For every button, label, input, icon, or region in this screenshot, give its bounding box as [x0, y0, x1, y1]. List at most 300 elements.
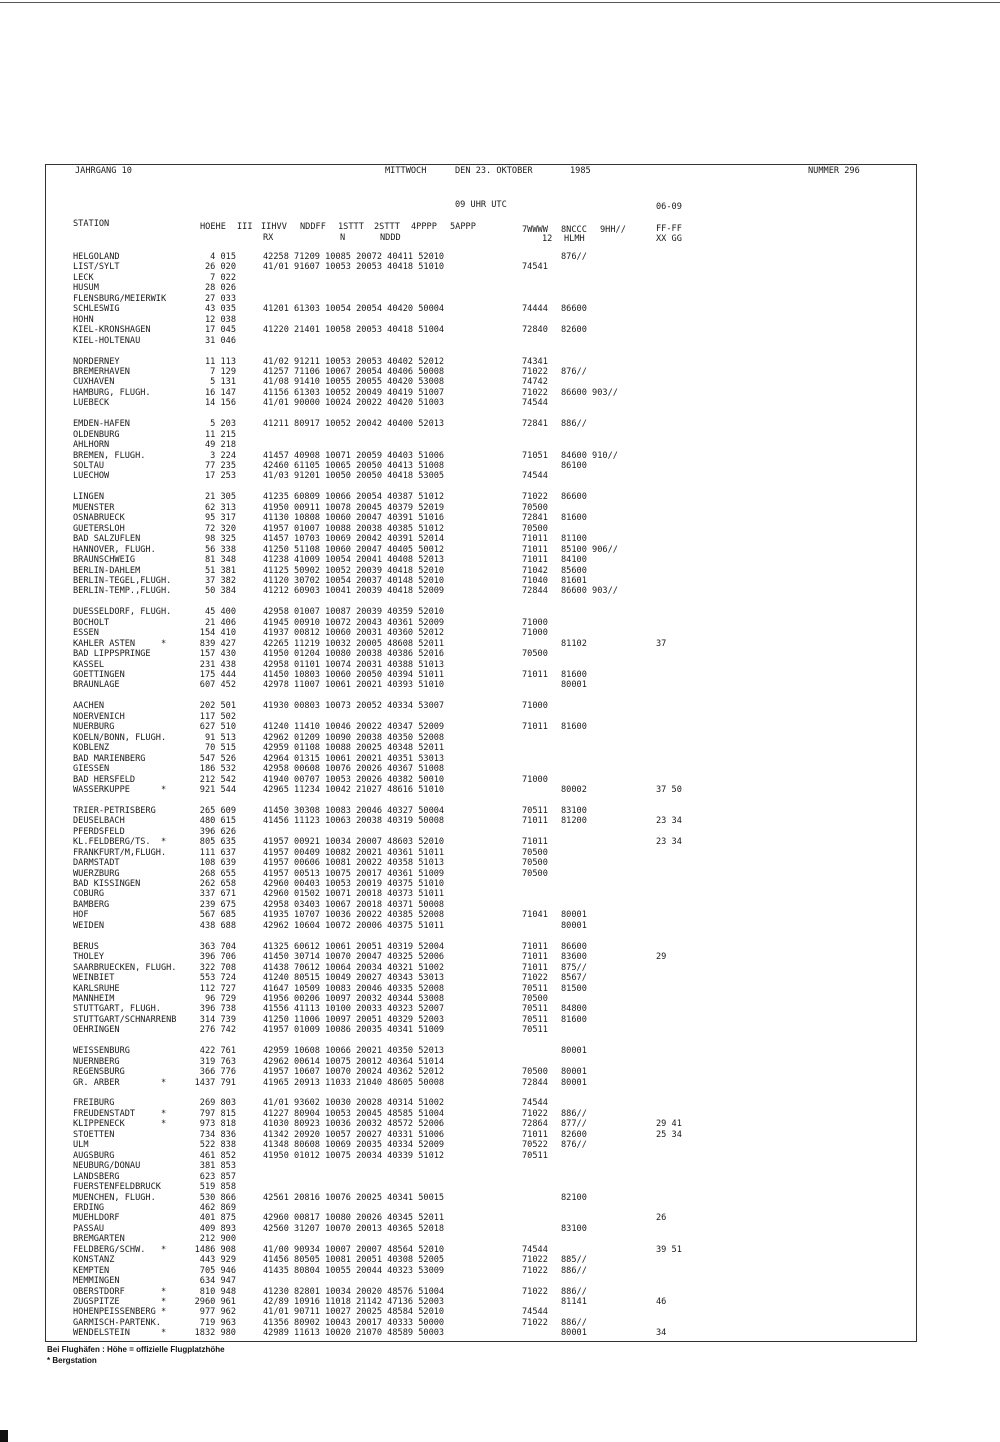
col-hoehe: HOEHE — [200, 222, 226, 232]
col-2sttt-sub: NDDD — [380, 233, 401, 243]
table-row — [0, 680, 1000, 690]
table-row — [0, 827, 1000, 837]
observation-groups: 41956 00206 10097 20032 40344 53008 — [263, 993, 445, 1004]
table-row — [0, 1046, 1000, 1056]
weather-group: 70511 — [522, 983, 548, 994]
table-row — [0, 1318, 1000, 1328]
row-spacer — [0, 931, 1000, 941]
weather-group: 74544 — [522, 1307, 548, 1318]
weather-group: 74742 — [522, 377, 548, 388]
top-rule — [0, 2, 1000, 3]
weather-group: 71022 — [522, 1317, 548, 1328]
station-name: STUTTGART, FLUGH. — [73, 1004, 161, 1015]
observation-groups: 41257 71106 10067 20054 40406 50008 — [263, 366, 445, 377]
station-name: GUETERSLOH — [73, 523, 125, 534]
station-height: 839 427 — [199, 638, 236, 649]
observation-groups: 41965 20913 11033 21040 48605 50008 — [263, 1077, 445, 1088]
cloud-group: 82600 — [561, 1129, 587, 1140]
station-height: 443 929 — [199, 1255, 236, 1266]
station-name: SAARBRUECKEN, FLUGH. — [73, 962, 177, 973]
station-height: 108 639 — [199, 858, 236, 869]
station-name: BRAUNLAGE — [73, 680, 120, 691]
col-iihvv: IIHVV — [261, 222, 287, 232]
station-name: ESSEN — [73, 628, 99, 639]
weather-group: 74541 — [522, 262, 548, 273]
table-row — [0, 1098, 1000, 1108]
station-height: 623 857 — [199, 1171, 236, 1182]
observation-groups: 41325 60612 10061 20051 40319 52004 — [263, 941, 445, 952]
station-height: 705 946 — [199, 1265, 236, 1276]
station-name: NOERVENICH — [73, 711, 125, 722]
station-name: GR. ARBER * — [73, 1077, 167, 1088]
observation-groups: 41457 10703 10069 20042 40391 52014 — [263, 534, 445, 545]
station-height: 157 430 — [199, 649, 236, 660]
observation-groups: 41250 51108 10060 20047 40405 50012 — [263, 544, 445, 555]
station-name: SCHLESWIG — [73, 304, 120, 315]
observation-groups: 41348 80608 10069 20035 40334 52009 — [263, 1140, 445, 1151]
table-row — [0, 816, 1000, 826]
station-height: 977 962 — [199, 1307, 236, 1318]
station-name: MEMMINGEN — [73, 1276, 120, 1287]
station-name: LIST/SYLT — [73, 262, 120, 273]
station-name: KL.FELDBERG/TS. * — [73, 837, 167, 848]
wind-gusts: 34 — [656, 1328, 667, 1339]
observation-groups: 41945 00910 10072 20043 40361 52009 — [263, 617, 445, 628]
station-height: 12 038 — [204, 314, 236, 325]
weather-group: 74444 — [522, 304, 548, 315]
weather-group: 71000 — [522, 701, 548, 712]
station-name: BRAUNSCHWEIG — [73, 555, 136, 566]
wind-gusts: 23 34 — [656, 837, 682, 848]
station-name: KIEL-HOLTENAU — [73, 335, 141, 346]
wind-gusts: 37 — [656, 638, 667, 649]
observation-groups: 42958 01007 10087 20039 40359 52010 — [263, 607, 445, 618]
row-spacer — [0, 409, 1000, 419]
table-row — [0, 618, 1000, 628]
station-name: FRANKFURT/M,FLUGH. — [73, 847, 167, 858]
col-station: STATION — [73, 219, 110, 229]
station-name: KEMPTEN — [73, 1265, 110, 1276]
table-row — [0, 1287, 1000, 1297]
table-row — [0, 1297, 1000, 1307]
cloud-group: 83100 — [561, 805, 587, 816]
col-8nccc-sub: HLMH — [564, 234, 585, 244]
table-row — [0, 357, 1000, 367]
observation-groups: 41937 00812 10060 20031 40360 52012 — [263, 628, 445, 639]
station-height: 366 776 — [199, 1067, 236, 1078]
station-name: KOBLENZ — [73, 743, 110, 754]
observation-groups: 41435 80804 10055 20044 40323 53009 — [263, 1265, 445, 1276]
station-height: 31 046 — [204, 335, 236, 346]
station-height: 480 615 — [199, 816, 236, 827]
observation-groups: 41556 41113 10100 20033 40323 52007 — [263, 1004, 445, 1015]
station-height: 239 675 — [199, 899, 236, 910]
station-name: BAD MARIENBERG — [73, 753, 146, 764]
observation-groups: 42989 11613 10020 21070 48589 50003 — [263, 1328, 445, 1339]
station-name: FUERSTENFELDBRUCK — [73, 1182, 161, 1193]
weather-group: 70500 — [522, 502, 548, 513]
station-height: 396 626 — [199, 826, 236, 837]
station-height: 96 729 — [204, 993, 236, 1004]
station-height: 422 761 — [199, 1046, 236, 1057]
observation-groups: 42960 00817 10080 20026 40345 52011 — [263, 1213, 445, 1224]
station-height: 627 510 — [199, 722, 236, 733]
table-row — [0, 315, 1000, 325]
table-row — [0, 534, 1000, 544]
cloud-group: 80001 — [561, 920, 587, 931]
cloud-group: 86600 — [561, 492, 587, 503]
observation-time: 09 UHR UTC — [455, 200, 507, 210]
observation-groups: 41957 00921 10034 20007 48603 52010 — [263, 837, 445, 848]
cloud-group: 83100 — [561, 1223, 587, 1234]
station-height: 462 869 — [199, 1202, 236, 1213]
station-name: OLDENBURG — [73, 429, 120, 440]
table-row — [0, 1109, 1000, 1119]
station-name: FLENSBURG/MEIERWIK — [73, 293, 167, 304]
observation-groups: 42960 01502 10071 20018 40373 51011 — [263, 889, 445, 900]
station-height: 98 325 — [204, 534, 236, 545]
table-row — [0, 451, 1000, 461]
station-name: GIESSEN — [73, 764, 110, 775]
station-height: 734 836 — [199, 1129, 236, 1140]
station-name: ERDING — [73, 1202, 105, 1213]
station-height: 4 015 — [210, 252, 236, 262]
footnote-airport: Bei Flughäfen : Höhe = offizielle Flugplatzhöhe — [47, 1345, 225, 1354]
row-spacer — [0, 482, 1000, 492]
observation-groups: 41/01 93602 10030 20028 40314 51002 — [263, 1098, 445, 1109]
station-name: BERLIN-TEMP.,FLUGH. — [73, 586, 172, 597]
station-height: 262 658 — [199, 879, 236, 889]
station-name: NUERNBERG — [73, 1056, 120, 1067]
table-row — [0, 660, 1000, 670]
table-row — [0, 1234, 1000, 1244]
col-iii: III — [237, 222, 253, 232]
observation-groups: 41647 10509 10083 20046 40335 52008 — [263, 983, 445, 994]
observation-groups: 41230 82801 10034 20020 48576 51004 — [263, 1286, 445, 1297]
station-name: BAD SALZUFLEN — [73, 534, 141, 545]
cloud-group: 83600 — [561, 952, 587, 963]
observation-groups: 41957 00606 10081 20022 40358 51013 — [263, 858, 445, 869]
station-name: NORDERNEY — [73, 356, 120, 367]
observation-groups: 41125 50902 10052 20039 40418 52010 — [263, 565, 445, 576]
observation-groups: 41935 10707 10036 20022 40385 52008 — [263, 910, 445, 921]
table-row — [0, 712, 1000, 722]
weather-group: 74544 — [522, 1098, 548, 1109]
station-height: 91 513 — [204, 732, 236, 743]
observation-groups: 41/03 91201 10050 20050 40418 53005 — [263, 471, 445, 482]
weather-group: 72840 — [522, 325, 548, 336]
station-height: 438 688 — [199, 920, 236, 931]
station-height: 363 704 — [199, 941, 236, 952]
table-row — [0, 1025, 1000, 1035]
cloud-group: 81600 — [561, 722, 587, 733]
cloud-group: 81141 — [561, 1297, 587, 1307]
station-height: 973 818 — [199, 1119, 236, 1130]
station-height: 3 224 — [210, 450, 236, 461]
weather-group: 70500 — [522, 1067, 548, 1078]
weather-group: 71000 — [522, 774, 548, 785]
station-height: 95 317 — [204, 513, 236, 524]
station-height: 212 900 — [199, 1234, 236, 1245]
station-name: WEIDEN — [73, 920, 105, 931]
station-name: HUSUM — [73, 283, 99, 294]
station-name: ULM — [73, 1140, 89, 1151]
observation-groups: 42959 01108 10088 20025 40348 52011 — [263, 743, 445, 754]
station-name: HELGOLAND — [73, 252, 120, 262]
weather-group: 70500 — [522, 858, 548, 869]
observation-groups: 42958 03403 10067 20018 40371 50008 — [263, 899, 445, 910]
station-height: 7 129 — [210, 366, 236, 377]
station-height: 265 609 — [199, 805, 236, 816]
observation-groups: 41950 01204 10080 20038 40386 52016 — [263, 649, 445, 660]
observation-groups: 41957 10607 10070 20024 40362 52012 — [263, 1067, 445, 1078]
observation-groups: 41220 21401 10058 20053 40418 51004 — [263, 325, 445, 336]
weather-group: 71011 — [522, 670, 548, 680]
weather-group: 70511 — [522, 805, 548, 816]
weather-group: 71042 — [522, 565, 548, 576]
observation-groups: 41950 01012 10075 20034 40339 51012 — [263, 1150, 445, 1161]
table-row — [0, 1213, 1000, 1223]
station-name: MUENCHEN, FLUGH. — [73, 1192, 156, 1203]
table-row — [0, 273, 1000, 283]
station-height: 461 852 — [199, 1150, 236, 1161]
station-name: KASSEL — [73, 659, 105, 670]
cloud-group: 82600 — [561, 325, 587, 336]
station-height: 522 838 — [199, 1140, 236, 1151]
weather-group: 70511 — [522, 1025, 548, 1036]
wind-gusts: 37 50 — [656, 784, 682, 795]
station-name: OSNABRUECK — [73, 513, 125, 524]
weather-group: 71022 — [522, 387, 548, 398]
station-height: 70 515 — [204, 743, 236, 754]
station-height: 81 348 — [204, 555, 236, 566]
footnote-mountain: * Bergstation — [47, 1356, 97, 1365]
weather-group: 71011 — [522, 941, 548, 952]
weather-group: 71022 — [522, 492, 548, 503]
observation-groups: 41457 40908 10071 20059 40403 51006 — [263, 450, 445, 461]
weather-group: 71011 — [522, 534, 548, 545]
cloud-group: 80001 — [561, 1328, 587, 1339]
station-name: LECK — [73, 272, 94, 283]
station-name: NUERBURG — [73, 722, 115, 733]
observation-groups: 41238 41009 10054 20041 40408 52013 — [263, 555, 445, 566]
observation-groups: 42561 20816 10076 20025 40341 50015 — [263, 1192, 445, 1203]
observation-groups: 41450 30308 10083 20046 40327 50004 — [263, 805, 445, 816]
station-name: FREIBURG — [73, 1098, 115, 1109]
observation-groups: 41438 70612 10064 20034 40321 51002 — [263, 962, 445, 973]
weather-group: 70511 — [522, 1004, 548, 1015]
weather-group: 72844 — [522, 586, 548, 597]
table-row — [0, 1245, 1000, 1255]
weather-group: 71000 — [522, 617, 548, 628]
table-row — [0, 754, 1000, 764]
cloud-group: 81600 — [561, 513, 587, 524]
weather-group: 71040 — [522, 575, 548, 586]
station-height: 7 022 — [210, 272, 236, 283]
station-name: STOETTEN — [73, 1129, 115, 1140]
station-height: 409 893 — [199, 1223, 236, 1234]
weather-group: 71022 — [522, 1108, 548, 1119]
table-row — [0, 1172, 1000, 1182]
observation-groups: 41342 20920 10057 20027 40331 51006 — [263, 1129, 445, 1140]
cloud-group: 80001 — [561, 910, 587, 921]
station-height: 50 384 — [204, 586, 236, 597]
year: 1985 — [570, 166, 591, 176]
observation-groups: 41456 11123 10063 20038 40319 50008 — [263, 816, 445, 827]
station-name: OBERSTDORF * — [73, 1286, 167, 1297]
table-row — [0, 503, 1000, 513]
station-name: BERLIN-TEGEL,FLUGH. — [73, 575, 172, 586]
row-spacer — [0, 691, 1000, 701]
station-name: BAD KISSINGEN — [73, 879, 141, 889]
observation-range: 06-09 — [656, 202, 682, 212]
station-height: 921 544 — [199, 784, 236, 795]
table-row — [0, 252, 1000, 262]
station-name: ZUGSPITZE * — [73, 1297, 167, 1307]
cloud-group: 81600 — [561, 670, 587, 680]
station-name: BREMERHAVEN — [73, 366, 130, 377]
observation-groups: 41/00 90934 10007 20007 48564 52010 — [263, 1244, 445, 1255]
table-row — [0, 262, 1000, 272]
observation-groups: 42958 01101 10074 20031 40388 51013 — [263, 659, 445, 670]
table-row — [0, 628, 1000, 638]
station-name: MUEHLDORF — [73, 1213, 120, 1224]
weather-group: 74544 — [522, 398, 548, 409]
table-row — [0, 440, 1000, 450]
station-height: 28 026 — [204, 283, 236, 294]
observation-groups: 41957 00513 10075 20017 40361 51009 — [263, 868, 445, 879]
issue-number: NUMMER 296 — [808, 166, 860, 176]
table-row — [0, 942, 1000, 952]
station-name: KIEL-KRONSHAGEN — [73, 325, 151, 336]
station-name: COBURG — [73, 889, 105, 900]
station-height: 17 253 — [204, 471, 236, 482]
cloud-group: 86100 — [561, 461, 587, 471]
station-name: BAD HERSFELD — [73, 774, 136, 785]
station-height: 186 532 — [199, 764, 236, 775]
weather-group: 74544 — [522, 471, 548, 482]
weather-group: 72844 — [522, 1077, 548, 1088]
col-iihvv-sub: RX — [263, 233, 274, 243]
station-height: 314 739 — [199, 1014, 236, 1025]
observation-groups: 42962 01209 10090 20038 40350 52008 — [263, 732, 445, 743]
col-8nccc: 8NCCC — [561, 225, 587, 235]
observation-groups: 41212 60903 10041 20039 40418 52009 — [263, 586, 445, 597]
table-row — [0, 1307, 1000, 1317]
station-height: 45 400 — [204, 607, 236, 618]
observation-groups: 42960 00403 10053 20019 40375 51010 — [263, 879, 445, 889]
observation-groups: 41156 61303 10052 20049 40419 51007 — [263, 387, 445, 398]
weather-group: 72841 — [522, 513, 548, 524]
cloud-group: 86600 — [561, 304, 587, 315]
station-name: BAD LIPPSPRINGE — [73, 649, 151, 660]
table-row — [0, 858, 1000, 868]
table-row — [0, 722, 1000, 732]
observation-groups: 41240 11410 10046 20022 40347 52009 — [263, 722, 445, 733]
station-height: 2960 961 — [194, 1297, 236, 1307]
observation-groups: 41456 80505 10081 20051 40308 52005 — [263, 1255, 445, 1266]
observation-groups: 41201 61303 10054 20054 40420 50004 — [263, 304, 445, 315]
observation-groups: 41227 80904 10053 20045 48585 51004 — [263, 1108, 445, 1119]
station-height: 401 875 — [199, 1213, 236, 1224]
station-height: 396 738 — [199, 1004, 236, 1015]
weather-group: 71022 — [522, 1286, 548, 1297]
station-name: FREUDENSTADT * — [73, 1108, 167, 1119]
observation-groups: 42978 11007 10061 20021 40393 51010 — [263, 680, 445, 691]
col-1sttt: 1STTT — [338, 222, 364, 232]
observation-groups: 41240 80515 10049 20027 40343 53013 — [263, 973, 445, 984]
observation-groups: 41/01 90711 10027 20025 48584 52010 — [263, 1307, 445, 1318]
observation-groups: 41120 30702 10054 20037 40148 52010 — [263, 575, 445, 586]
cloud-group: 877// — [561, 1119, 587, 1130]
station-height: 37 382 — [204, 575, 236, 586]
station-height: 231 438 — [199, 659, 236, 670]
table-row — [0, 471, 1000, 481]
weather-group: 74341 — [522, 356, 548, 367]
col-ff: FF-FF — [656, 224, 682, 234]
station-name: PFERDSFELD — [73, 826, 125, 837]
weather-group: 72864 — [522, 1119, 548, 1130]
date: DEN 23. OKTOBER — [455, 166, 533, 176]
cloud-group: 81601 — [561, 575, 587, 586]
cloud-group: 84100 — [561, 555, 587, 566]
weather-group: 71000 — [522, 628, 548, 639]
weather-group: 70500 — [522, 523, 548, 534]
cloud-group: 876// — [561, 252, 598, 262]
station-name: THOLEY — [73, 952, 105, 963]
observation-groups: 42460 61105 10065 20050 40413 51008 — [263, 461, 445, 471]
wind-gusts: 25 34 — [656, 1129, 682, 1140]
station-height: 49 218 — [204, 440, 236, 451]
table-row — [0, 1140, 1000, 1150]
station-name: GARMISCH-PARTENK. — [73, 1317, 161, 1328]
station-name: OEHRINGEN — [73, 1025, 120, 1036]
station-name: HOF — [73, 910, 89, 921]
wind-gusts: 29 — [656, 952, 667, 963]
weather-group: 70511 — [522, 1150, 548, 1161]
observation-groups: 41450 30714 10070 20047 40325 52006 — [263, 952, 445, 963]
station-name: KOELN/BONN, FLUGH. — [73, 732, 167, 743]
table-row — [0, 1276, 1000, 1286]
row-spacer — [0, 597, 1000, 607]
station-height: 276 742 — [199, 1025, 236, 1036]
station-height: 1437 791 — [194, 1077, 236, 1088]
table-row — [0, 1266, 1000, 1276]
station-name: TRIER-PETRISBERG — [73, 805, 156, 816]
table-row — [0, 649, 1000, 659]
table-row — [0, 1015, 1000, 1025]
station-name: LANDSBERG — [73, 1171, 120, 1182]
cloud-group: 86600 903// — [561, 586, 618, 597]
table-row — [0, 1328, 1000, 1338]
table-row — [0, 837, 1000, 847]
cloud-group: 886// — [561, 419, 587, 430]
table-row — [0, 869, 1000, 879]
col-5appp: 5APPP — [450, 222, 476, 232]
cloud-group: 875// — [561, 962, 587, 973]
observation-groups: 42265 11219 10032 20005 48608 52011 — [263, 638, 445, 649]
cloud-group: 8567/ — [561, 973, 587, 984]
row-spacer — [0, 795, 1000, 805]
station-height: 43 035 — [204, 304, 236, 315]
table-row — [0, 1193, 1000, 1203]
observation-groups: 41950 00911 10078 20045 40379 52019 — [263, 502, 445, 513]
station-height: 797 815 — [199, 1108, 236, 1119]
cloud-group: 81200 — [561, 816, 587, 827]
station-name: WUERZBURG — [73, 868, 120, 879]
station-height: 337 671 — [199, 889, 236, 900]
weather-group: 71022 — [522, 366, 548, 377]
